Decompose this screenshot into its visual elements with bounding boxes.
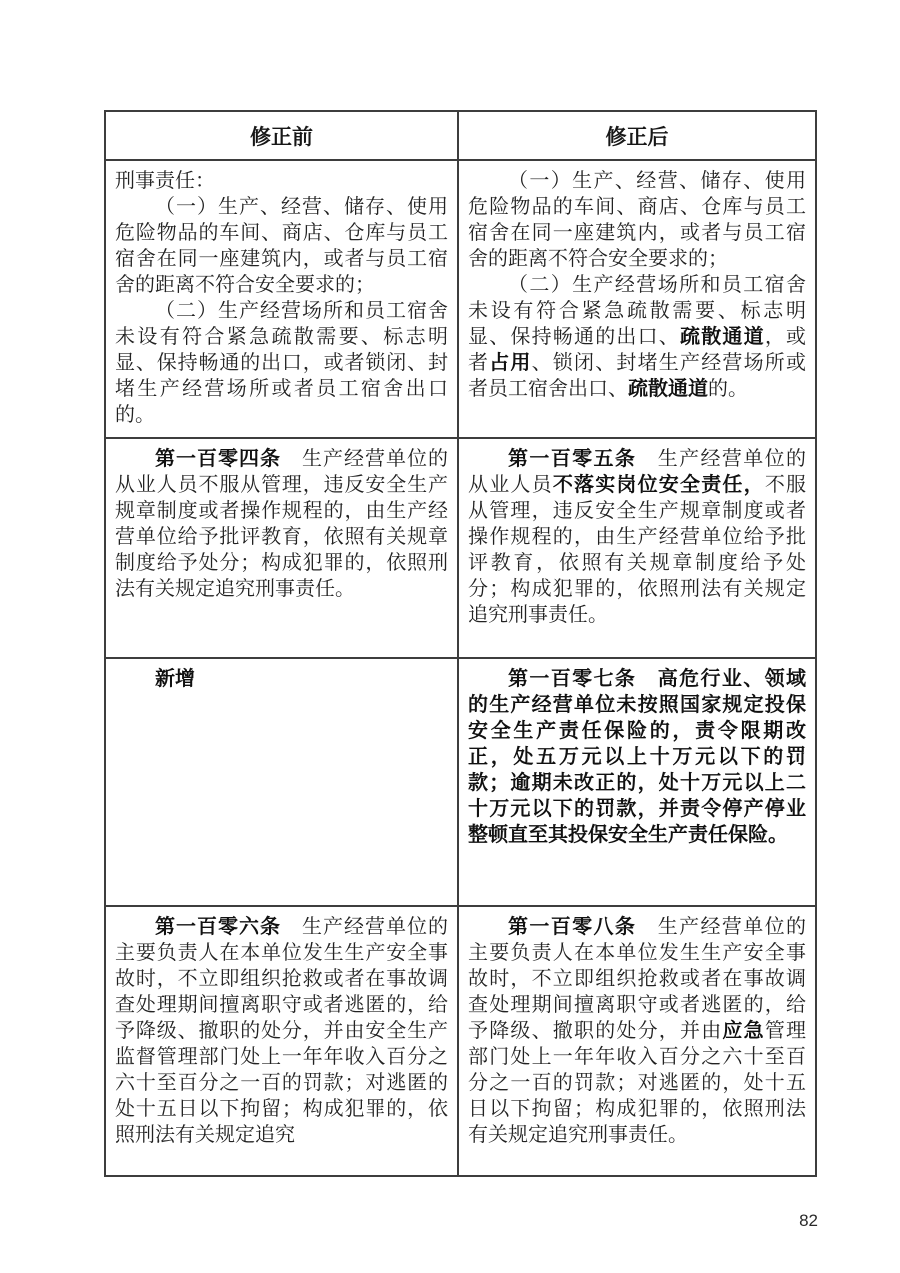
table-row [105, 906, 816, 1176]
cell-after-article-105 [458, 438, 816, 658]
table-row [105, 438, 816, 658]
cell-text: 刑事责任： （一）生产、经营、储存、使用危险物品的车间、商店、仓库与员工宿舍在同一座建筑内，或者与员工宿舍的距离不符合安全要求的； （二）生产经营场所和员工宿舍未设有符合紧急疏散需要、标志明显、保持畅通的出口，或者锁闭、封堵生产经营场所或者员工宿舍出口的。 [115, 170, 448, 426]
cell-before-new-addition [105, 658, 458, 906]
table-header-row [105, 111, 816, 160]
page-number: 82 [799, 1211, 818, 1230]
cell-after-article-108 [458, 906, 816, 1176]
cell-text: 第一百零五条 生产经营单位的从业人员不落实岗位安全责任，不服从管理，违反安全生产规章制度或者操作规程的，由生产经营单位给予批评教育，依照有关规章制度给予处分；构成犯罪的，依照刑法有关规定追究刑事责任。 [468, 448, 807, 626]
cell-after-criminal-liability-clauses [458, 160, 816, 438]
cell-text: 第一百零八条 生产经营单位的主要负责人在本单位发生生产安全事故时，不立即组织抢救或者在事故调查处理期间擅离职守或者逃匿的，给予降级、撤职的处分，并由应急管理部门处上一年年收入百分之六十至百分之一百的罚款；对逃匿的，处十五日以下拘留；构成犯罪的，依照刑法有关规定追究刑事责任。 [468, 916, 807, 1146]
cell-after-article-107 [458, 658, 816, 906]
cell-text: 新增 [155, 668, 195, 690]
cell-text: 第一百零六条 生产经营单位的主要负责人在本单位发生生产安全事故时，不立即组织抢救或者在事故调查处理期间擅离职守或者逃匿的，给予降级、撤职的处分，并由安全生产监督管理部门处上一年年收入百分之六十至百分之一百的罚款；对逃匿的处十五日以下拘留；构成犯罪的，依照刑法有关规定追究 [115, 916, 448, 1146]
table-row [105, 658, 816, 906]
table-row [105, 160, 816, 438]
cell-before-article-106 [105, 906, 458, 1176]
column-header-after-amendment: 修正后 [458, 111, 816, 160]
cell-text: 第一百零七条 高危行业、领域的生产经营单位未按照国家规定投保安全生产责任保险的，责令限期改正，处五万元以上十万元以下的罚款；逾期未改正的，处十万元以上二十万元以下的罚款，并责令停产停业整顿直至其投保安全生产责任保险。 [468, 668, 806, 846]
cell-text: 第一百零四条 生产经营单位的从业人员不服从管理，违反安全生产规章制度或者操作规程的，由生产经营单位给予批评教育，依照有关规章制度给予处分；构成犯罪的，依照刑法有关规定追究刑事责任。 [115, 448, 448, 600]
cell-before-article-104 [105, 438, 458, 658]
column-header-before-amendment: 修正前 [105, 111, 458, 160]
cell-text: （一）生产、经营、储存、使用危险物品的车间、商店、仓库与员工宿舍在同一座建筑内，或者与员工宿舍的距离不符合安全要求的； （二）生产经营场所和员工宿舍未设有符合紧急疏散需要、标志明显、保持畅通的出口、疏散通道，或者占用、锁闭、封堵生产经营场所或者员工宿舍出口、疏散通道的。 [468, 170, 807, 400]
cell-before-criminal-liability-clauses [105, 160, 458, 438]
amendment-comparison-table [104, 110, 817, 1177]
